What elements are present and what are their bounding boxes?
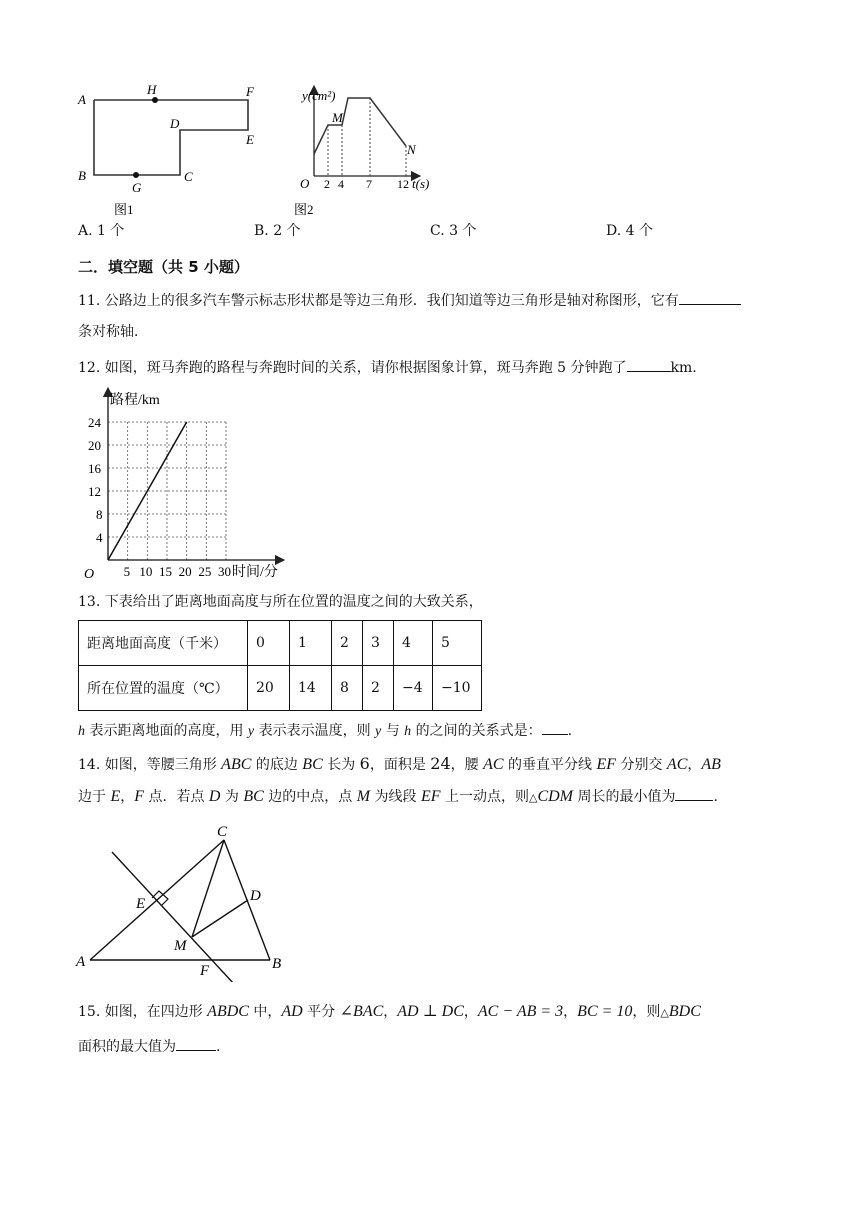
q10-option-b[interactable]: B. 2 个 [254,223,301,239]
table-cell: 14 [290,666,332,711]
q15-t: ， [463,1004,478,1020]
q14-t: ， [687,757,702,773]
table-cell: 20 [248,666,290,711]
q14-t: 边于 [78,789,111,805]
fig1-point-g [133,172,139,178]
fig1-label-e: E [246,132,254,147]
x-tick-label: 5 [123,564,131,579]
fig2-tick-4: 4 [338,177,344,191]
q13-q-a: 表示距离地面的高度，用 [85,723,248,739]
fig1-label-d: D [170,116,180,131]
fig14-label-d: D [250,888,261,904]
angle-bac: ∠BAC [339,1003,384,1020]
q14-t: 的底边 [251,757,303,773]
q13-question [78,720,572,742]
fig14-label-c: C [217,824,228,840]
q14-t: 分别交 [616,757,667,773]
fig2-caption: 图2 [294,202,314,217]
var-ac: AC [483,756,504,773]
fig14-label-e: E [136,896,146,912]
q11-line-1 [78,290,741,311]
x-tick-label: 20 [178,564,192,579]
q13-q-end: . [567,723,573,739]
q12-line [78,357,697,378]
var-f: F [134,788,145,805]
q14-t: 周长的最小值为 [573,789,676,805]
var-ad: AD [281,1003,303,1020]
var-e: E [110,788,121,805]
fig2-tick-2: 2 [324,177,330,191]
q14-t: 上一动点，则 [440,789,529,805]
q14-t: 为线段 [370,789,421,805]
figure-1 [74,80,274,220]
q12-text-after: km. [670,360,697,376]
num-24: 24 [430,754,451,773]
var-d: D [208,788,221,805]
line-ef [112,852,234,982]
var-bc: BC [302,756,323,773]
chart-origin: O [84,567,95,582]
q14-t: ，腰 [450,757,484,773]
fig1-label-g: G [132,180,142,195]
fig1-caption: 图1 [114,202,134,217]
fig1-label-c: C [184,169,193,184]
q14-t: 14. 如图，等腰三角形 [78,757,222,773]
x-tick-label: 30 [218,564,231,579]
fig1-label-h: H [147,82,157,97]
num-6: 6 [359,754,370,773]
fig2-point-n: N [407,142,416,157]
q10-option-c[interactable]: C. 3 个 [430,223,477,239]
var-y: y [247,724,255,739]
q14-t: ，面积是 [369,757,431,773]
q13-intro: 13. 下表给出了距离地面高度与所在位置的温度之间的大致关系， [78,594,483,610]
q13-answer-blank[interactable] [542,720,568,735]
q14-t: 边的中点，点 [263,789,357,805]
q14-t: 长为 [322,757,360,773]
fig2-x-label: t(s) [412,176,430,191]
q15-t: ，则 [632,1004,661,1020]
y-tick-label: 8 [96,507,103,522]
q15-t: ， [563,1004,578,1020]
fig14-label-b: B [272,956,282,972]
chart-x-label: 时间/分 [232,565,278,580]
fig14-label-m: M [174,938,187,954]
table-cell: 2 [332,621,363,666]
fig2-point-m: M [332,110,343,125]
q14-line-2 [78,786,718,808]
fig2-tick-12: 12 [397,177,409,191]
table-cell: −10 [433,666,482,711]
table-cell: 5 [433,621,482,666]
q13-q-c: 与 [381,723,405,739]
var-bc: BC [243,788,264,805]
table-cell: 8 [332,666,363,711]
q11-line-2: 条对称轴． [78,324,148,340]
q15-t: 平分 [302,1004,340,1020]
fig14-label-a: A [76,954,86,970]
q14-t: 为 [220,789,244,805]
var-abdc: ABDC [207,1003,249,1020]
var-bdc: BDC [668,1003,701,1020]
q13-row1-header: 距离地面高度（千米） [79,621,248,666]
triangle-symbol: △ [660,1006,669,1019]
q14-line-1 [78,754,721,775]
fig1-point-h [152,97,158,103]
fig1-polygon [94,100,248,175]
y-tick-label: 16 [88,461,101,476]
eq-ac-ab: AC − AB = 3 [477,1003,564,1020]
q11-text-1: 11. 公路边上的很多汽车警示标志形状都是等边三角形．我们知道等边三角形是轴对称图形，它有 [78,293,679,309]
q12-chart [74,386,314,582]
q13-q-b: 表示表示温度，则 [254,723,376,739]
triangle-symbol: △ [528,791,538,804]
q15-line-2 [78,1036,220,1057]
y-tick-label: 12 [88,484,101,499]
q14-figure [74,820,294,982]
q15-answer-blank[interactable] [176,1036,216,1051]
q13-table [78,620,482,711]
fig2-tick-7: 7 [366,177,372,191]
fig14-label-f: F [200,963,210,979]
q15-t: 面积的最大值为 [78,1039,176,1055]
figure-2 [290,80,450,220]
table-cell: −4 [394,666,433,711]
q10-option-d[interactable]: D. 4 个 [606,223,653,239]
var-ef: EF [596,756,617,773]
q15-t: 中， [248,1004,282,1020]
var-abc: ABC [221,756,252,773]
q14-t: ， [120,789,135,805]
section-2-title: 二．填空题（共 5 小题） [78,258,249,276]
var-ef: EF [420,788,441,805]
q15-line-1 [78,1002,701,1023]
q15-t: ， [383,1004,398,1020]
q15-end: . [216,1039,221,1055]
q14-t: 的垂直平分线 [503,757,597,773]
q13-row2-header: 所在位置的温度（℃） [79,666,248,711]
table-row [79,621,482,666]
var-ab: AB [701,756,721,773]
q14-t: 点．若点 [144,789,209,805]
q15-t: 15. 如图，在四边形 [78,1004,208,1020]
var-h: h [78,724,85,739]
var-cdm: CDM [537,788,574,805]
y-tick-label: 4 [96,530,103,545]
table-row [79,666,482,711]
q12-answer-blank[interactable] [627,357,671,372]
q12-text-before: 12. 如图，斑马奔跑的路程与奔跑时间的关系，请你根据图象计算，斑马奔跑 5 分钟跑了 [78,360,627,376]
y-tick-label: 24 [88,415,101,430]
q14-end: . [713,789,718,805]
table-cell: 2 [363,666,394,711]
table-cell: 1 [290,621,332,666]
var-h: h [404,724,412,739]
q11-answer-blank[interactable] [679,290,741,305]
fig1-label-b: B [78,168,86,183]
var-m: M [356,788,371,805]
q14-answer-blank[interactable] [675,786,713,801]
fig1-label-f: F [246,84,254,99]
eq-bc: BC = 10 [577,1003,633,1020]
q13-q-d: 的之间的关系式是： [411,723,542,739]
x-tick-label: 10 [139,564,153,579]
table-cell: 3 [363,621,394,666]
q10-option-a[interactable]: A. 1 个 [78,223,125,239]
x-tick-label: 15 [159,564,172,579]
var-ac: AC [666,756,688,773]
fig2-origin: O [300,176,310,191]
x-tick-label: 25 [198,564,212,579]
perp-ad-dc: AD ⊥ DC [397,1003,464,1020]
chart-y-label: 路程/km [110,393,160,408]
fig2-y-label: y(cm²) [302,88,336,103]
q13-table-wrap [78,620,482,711]
table-cell: 4 [394,621,433,666]
segment-dm [192,900,248,937]
y-tick-label: 20 [88,438,101,453]
var-y: y [375,724,382,739]
table-cell: 0 [248,621,290,666]
fig1-label-a: A [78,92,86,107]
